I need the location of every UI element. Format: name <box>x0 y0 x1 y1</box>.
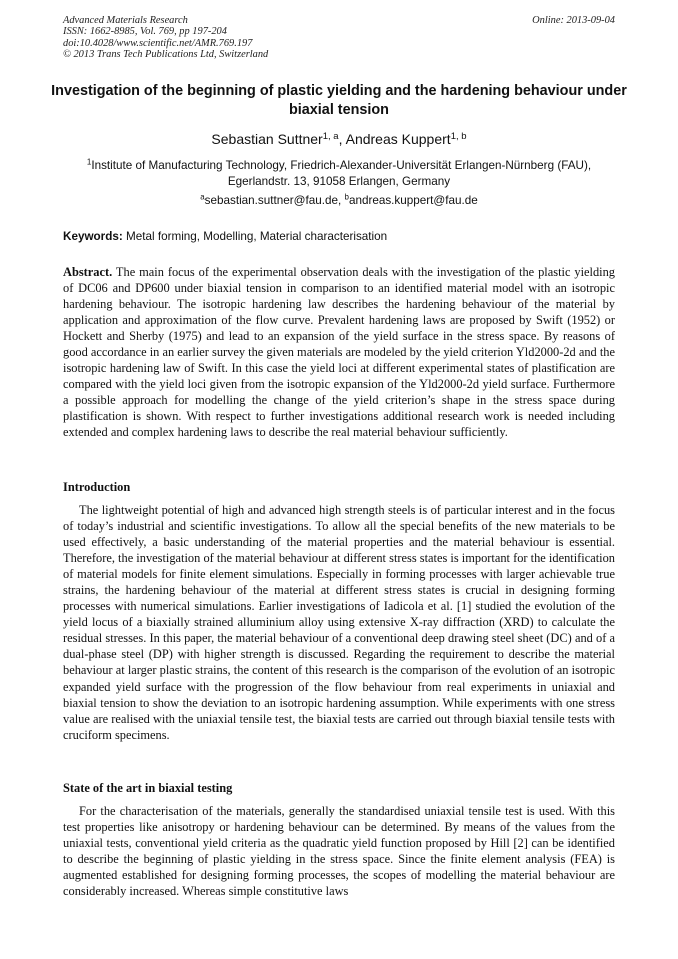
journal-name: Advanced Materials Research <box>63 15 188 26</box>
affiliation <box>40 158 638 189</box>
online-date: Online: 2013-09-04 <box>532 15 615 26</box>
copyright: © 2013 Trans Tech Publications Ltd, Switzerland <box>63 49 269 61</box>
affiliation-line: Egerlandstr. 13, 91058 Erlangen, Germany <box>227 174 451 188</box>
email-address: andreas.kuppert@fau.de <box>348 194 478 207</box>
abstract-text: The main focus of the experimental observation deals with the investigation of the plastic yielding of DC06 and DP600 under biaxial tension in comparison to an identified material model with an isotropic hardening behaviour. The isotropic hardening law describes the hardening behaviour of the material by application and approximation of the flow curve. Prevalent hardening laws are proposed by Swift (1952) or Hockett and Sherby (1975) and lead to an expansion of the yield surface in the stress space. By reasons of good accordance in an earlier survey the given materials are modeled by the yield criterion Yld2000-2d and the isotropic hardening law of Swift. In this case the yield loci at different experimental states of plastification are compared with the yield loci given from the isotropic expansion of the Yld2000-2d yield surface. Furthermore a possible approach for modelling the change of the yield criterion’s shape in the stress space during plastification is shown. With respect to further investigations additional research work is needed including extended and complex hardening laws to describe the real material behaviour sufficiently. <box>63 265 615 440</box>
email-mark: b <box>344 192 349 202</box>
abstract-label: Abstract. <box>63 265 113 279</box>
author-name: Sebastian Suttner <box>211 131 323 147</box>
email-mark: a <box>200 192 205 202</box>
author-list <box>0 130 678 148</box>
issn: ISSN: 1662-8985, Vol. 769, pp 197-204 <box>63 26 227 38</box>
state-of-art-paragraph: For the characterisation of the materials, generally the standardised uniaxial tensile test is used. With this test properties like anisotropy or hardening behaviour can be determined. By means of the values from the uniaxial tests, conventional yield criteria as the quadratic yield function proposed by Hill [2] can be identified to describe the beginning of plastic yielding in the stress space. Since the finite element analysis (FEA) is augmented established for designing forming processes, the scopes of modelling the material behaviour are considerably increased. Whereas simple constitutive laws <box>63 804 615 899</box>
section-heading-introduction: Introduction <box>63 480 131 494</box>
doi: doi:10.4028/www.scientific.net/AMR.769.197 <box>63 37 253 49</box>
affiliation-mark: 1 <box>86 157 92 167</box>
abstract <box>63 264 615 441</box>
email-address: sebastian.suttner@fau.de <box>204 194 339 207</box>
email-list <box>0 193 678 208</box>
author-name: Andreas Kuppert <box>345 131 451 147</box>
introduction-paragraph: The lightweight potential of high and advanced high strength steels is of particular interest and in the focus of today’s industrial and scientific investigations. To allow all the special benefits of the new materials to be used effectively, a basic understanding of the material properties and the material behaviour is essential. Therefore, the investigation of the material behaviour at different stress states is important for the identification of material models for finite element simulations. Especially in forming processes with larger achievable true strains, the hardening behaviour of the material at different stress states is crucial in designing forming processes with numerical simulations. Earlier investigations of Iadicola et al. [1] studied the evolution of the yield locus of a biaxially strained alluminium alloy using extensive X-ray diffraction (XRD) to calculate the residual stresses. In this paper, the material behaviour of a conventional deep drawing steel sheet (DC) and of a dual-phase steel (DP) with higher strength is discussed. Regarding the requirement to describe the material behaviour at larger plastic strains, the content of this research is the comparison of the evolution of an isotropic expanded yield surface with the progression of the flow behaviour from real experiments in uniaxial and biaxial tension to show the deviation to an isotropic hardening assumption. While experiments with one stress value are realised with the uniaxial tensile test, the biaxial tests are carried out through biaxial tensile tests with cruciform specimens. <box>63 503 615 742</box>
author-affiliation-mark: 1, b <box>450 130 467 142</box>
paper-title: Investigation of the beginning of plastic yielding and the hardening behaviour under biaxial tension <box>51 83 627 118</box>
author-affiliation-mark: 1, a <box>322 130 339 142</box>
journal-header <box>63 15 615 61</box>
affiliation-line: $^1$Institute of Manufacturing Technology, Friedrich-Alexander-Universität Erlangen-Nürnberg (FAU), <box>86 157 592 172</box>
keywords-label: Keywords: <box>63 230 123 243</box>
section-heading-state-of-art: State of the art in biaxial testing <box>63 781 233 795</box>
email-separator: , <box>338 194 345 207</box>
keywords-text: Metal forming, Modelling, Material characterisation <box>122 230 388 243</box>
author-separator: , <box>338 131 346 147</box>
keywords <box>63 229 615 244</box>
